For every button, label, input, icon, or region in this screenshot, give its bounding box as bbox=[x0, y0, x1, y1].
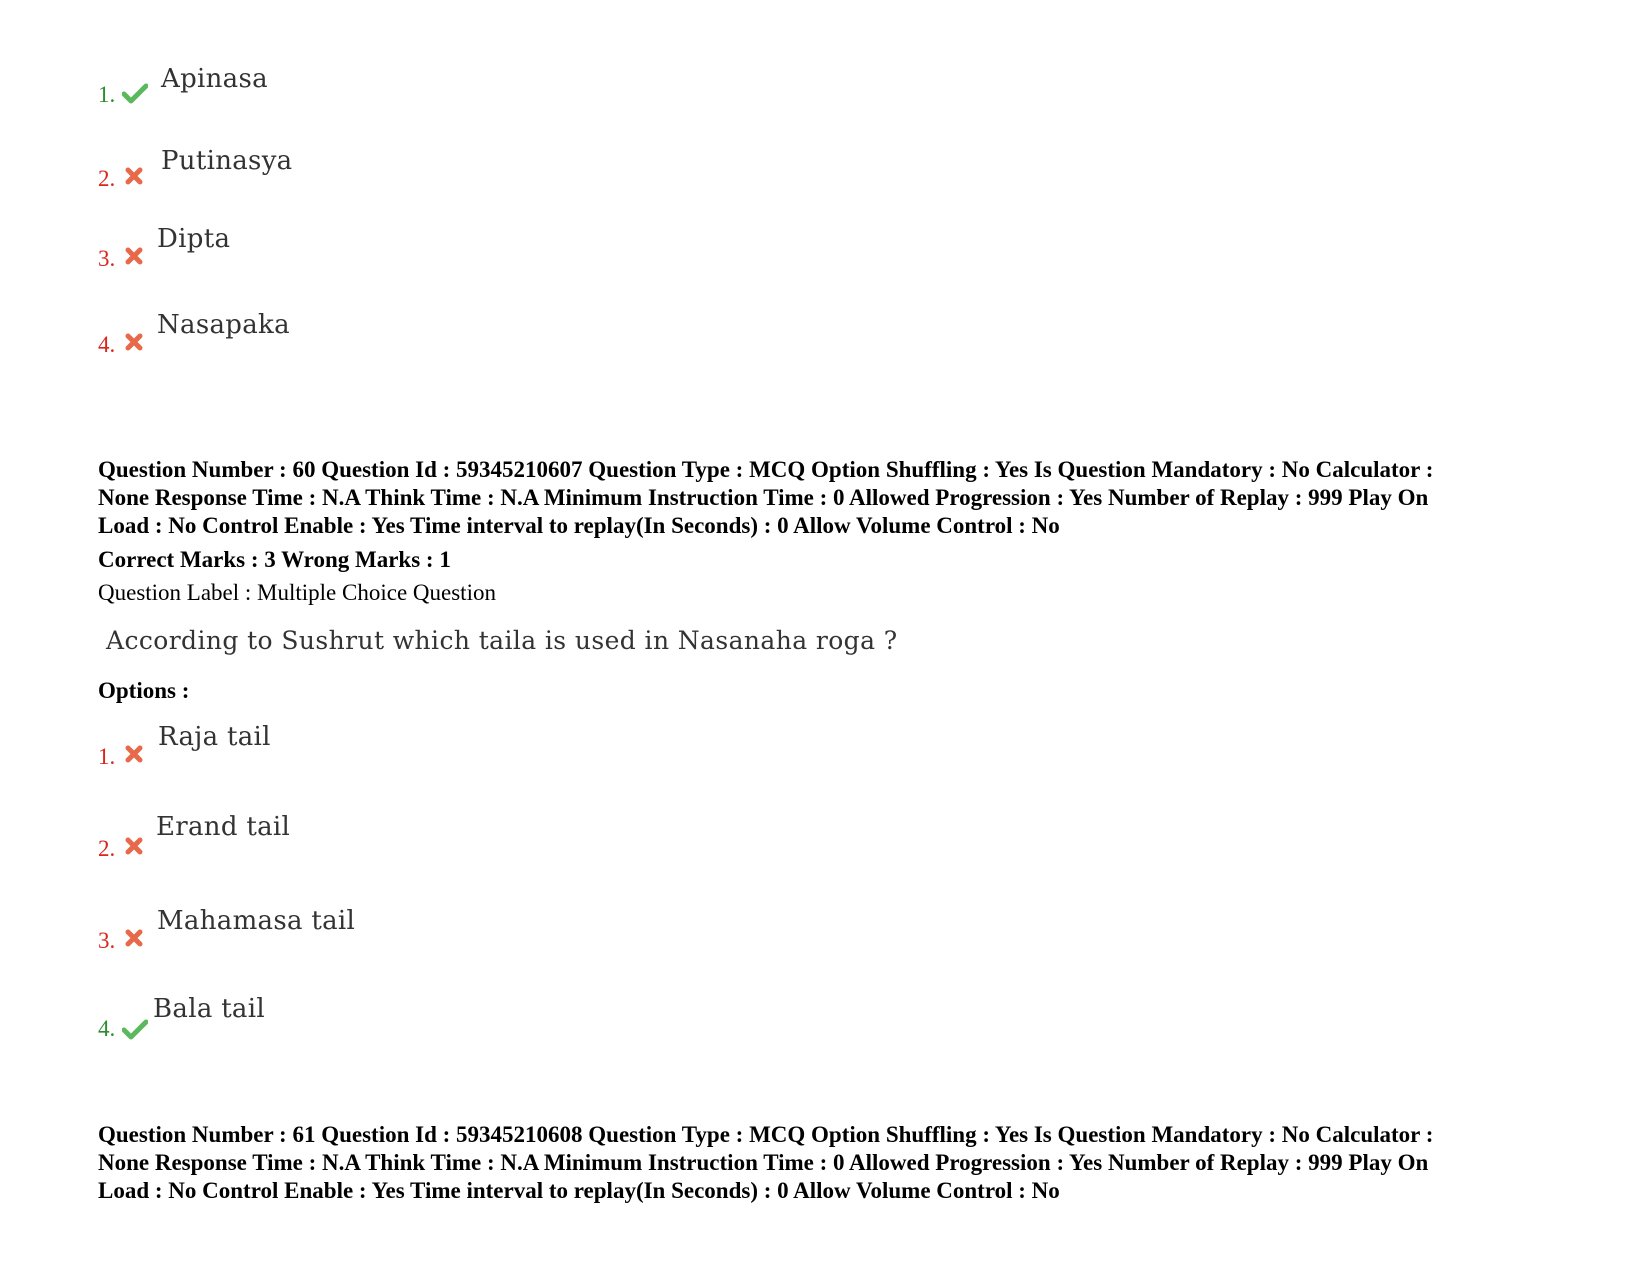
question-60-metadata bbox=[98, 456, 1578, 540]
option-number: 3. bbox=[98, 928, 116, 953]
meta-line-1: Question Number : 61 Question Id : 59345210608 Question Type : MCQ Option Shuffling : Yes Is Question Mandatory : No Calculator : bbox=[98, 1122, 1434, 1147]
cross-icon bbox=[122, 744, 148, 766]
cross-icon bbox=[122, 246, 148, 268]
option-number: 4. bbox=[98, 1016, 116, 1041]
meta-line-2: None Response Time : N.A Think Time : N.A Minimum Instruction Time : 0 Allowed Progression : Yes Number of Replay : 999 Play On bbox=[98, 485, 1429, 510]
question-60-text: According to Sushrut which taila is used in Nasanaha roga ? bbox=[106, 626, 898, 655]
option-text: Nasapaka bbox=[157, 310, 290, 340]
option-text: Putinasya bbox=[161, 146, 293, 176]
question-61-metadata bbox=[98, 1121, 1578, 1205]
option-number: 1. bbox=[98, 82, 116, 107]
option-text: Mahamasa tail bbox=[157, 906, 356, 936]
option-text: Dipta bbox=[157, 224, 231, 254]
option-text: Apinasa bbox=[161, 64, 268, 94]
meta-line-1: Question Number : 60 Question Id : 59345210607 Question Type : MCQ Option Shuffling : Yes Is Question Mandatory : No Calculator : bbox=[98, 457, 1434, 482]
option-number: 2. bbox=[98, 166, 116, 191]
option-number: 2. bbox=[98, 836, 116, 861]
question-60-marks: Correct Marks : 3 Wrong Marks : 1 bbox=[98, 547, 451, 572]
meta-line-2: None Response Time : N.A Think Time : N.A Minimum Instruction Time : 0 Allowed Progression : Yes Number of Replay : 999 Play On bbox=[98, 1150, 1429, 1175]
options-heading: Options : bbox=[98, 678, 190, 703]
check-icon bbox=[122, 82, 148, 104]
cross-icon bbox=[122, 166, 148, 188]
meta-line-3: Load : No Control Enable : Yes Time interval to replay(In Seconds) : 0 Allow Volume Control : No bbox=[98, 1178, 1060, 1203]
cross-icon bbox=[122, 332, 148, 354]
option-number: 1. bbox=[98, 744, 116, 769]
cross-icon bbox=[122, 836, 148, 858]
option-number: 3. bbox=[98, 246, 116, 271]
option-text: Bala tail bbox=[153, 994, 265, 1024]
cross-icon bbox=[122, 928, 148, 950]
option-text: Erand tail bbox=[156, 812, 291, 842]
question-60-label: Question Label : Multiple Choice Question bbox=[98, 580, 496, 605]
meta-line-3: Load : No Control Enable : Yes Time interval to replay(In Seconds) : 0 Allow Volume Control : No bbox=[98, 513, 1060, 538]
option-text: Raja tail bbox=[158, 722, 271, 752]
option-number: 4. bbox=[98, 332, 116, 357]
check-icon bbox=[122, 1018, 148, 1040]
